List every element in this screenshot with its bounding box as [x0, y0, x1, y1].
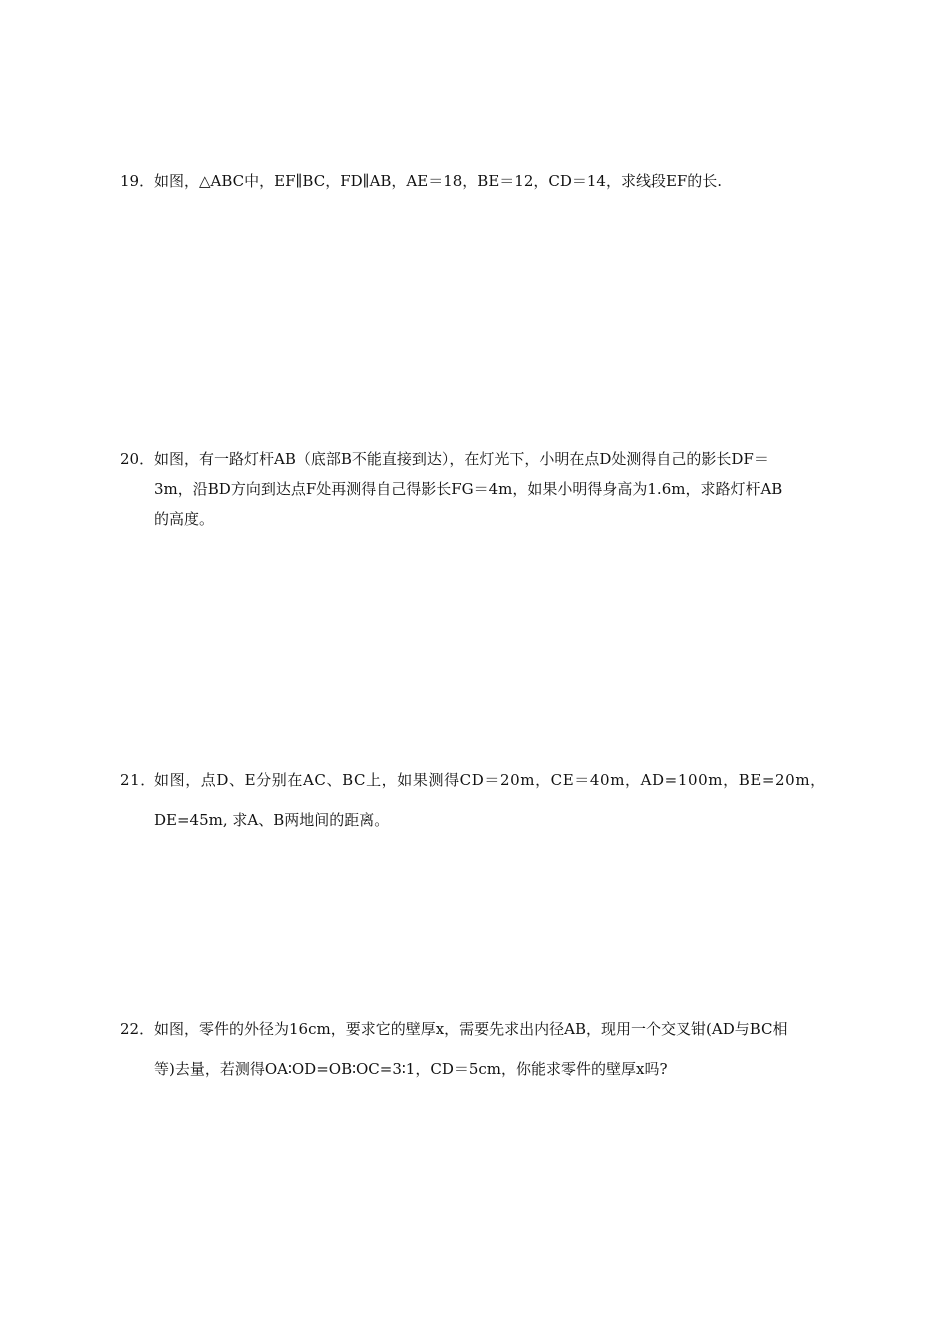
- problem-line: [120, 444, 865, 474]
- problem-text: 如图，有一路灯杆AB（底部B不能直接到达），在灯光下，小明在点D处测得自己的影长DF＝: [154, 450, 769, 468]
- problem-text: 如图，零件的外径为16cm，要求它的壁厚x，需要先求出内径AB，现用一个交叉钳(AD与BC相: [154, 1020, 788, 1038]
- problem-number: 22．: [120, 1020, 155, 1038]
- problem-line: 等)去量，若测得OA∶OD=OB∶OC=3∶1，CD＝5cm，你能求零件的壁厚x吗?: [154, 1060, 668, 1078]
- problem-number: 19．: [120, 172, 155, 190]
- problem-text: 如图，点D、E分别在AC、BC上，如果测得CD＝20m，CE＝40m，AD=100m，BE=20m，: [154, 771, 826, 789]
- problem-line: [120, 171, 865, 191]
- problem-text: 如图，△ABC中，EF∥BC，FD∥AB，AE＝18，BE＝12，CD＝14，求线段EF的长.: [154, 172, 723, 190]
- problem-20: [120, 444, 865, 534]
- problem-line: [120, 760, 865, 800]
- problem-22: [120, 1009, 865, 1089]
- problem-19: [120, 171, 865, 191]
- problem-number: 21．: [120, 771, 156, 789]
- problem-line: [120, 1009, 865, 1049]
- problem-21: [120, 760, 865, 840]
- problem-line: 的高度。: [154, 510, 215, 528]
- problem-number: 20．: [120, 450, 155, 468]
- problem-line: 3m，沿BD方向到达点F处再测得自己得影长FG＝4m，如果小明得身高为1.6m，求路灯杆AB: [154, 480, 783, 498]
- problem-line: DE=45m, 求A、B两地间的距离。: [154, 811, 390, 829]
